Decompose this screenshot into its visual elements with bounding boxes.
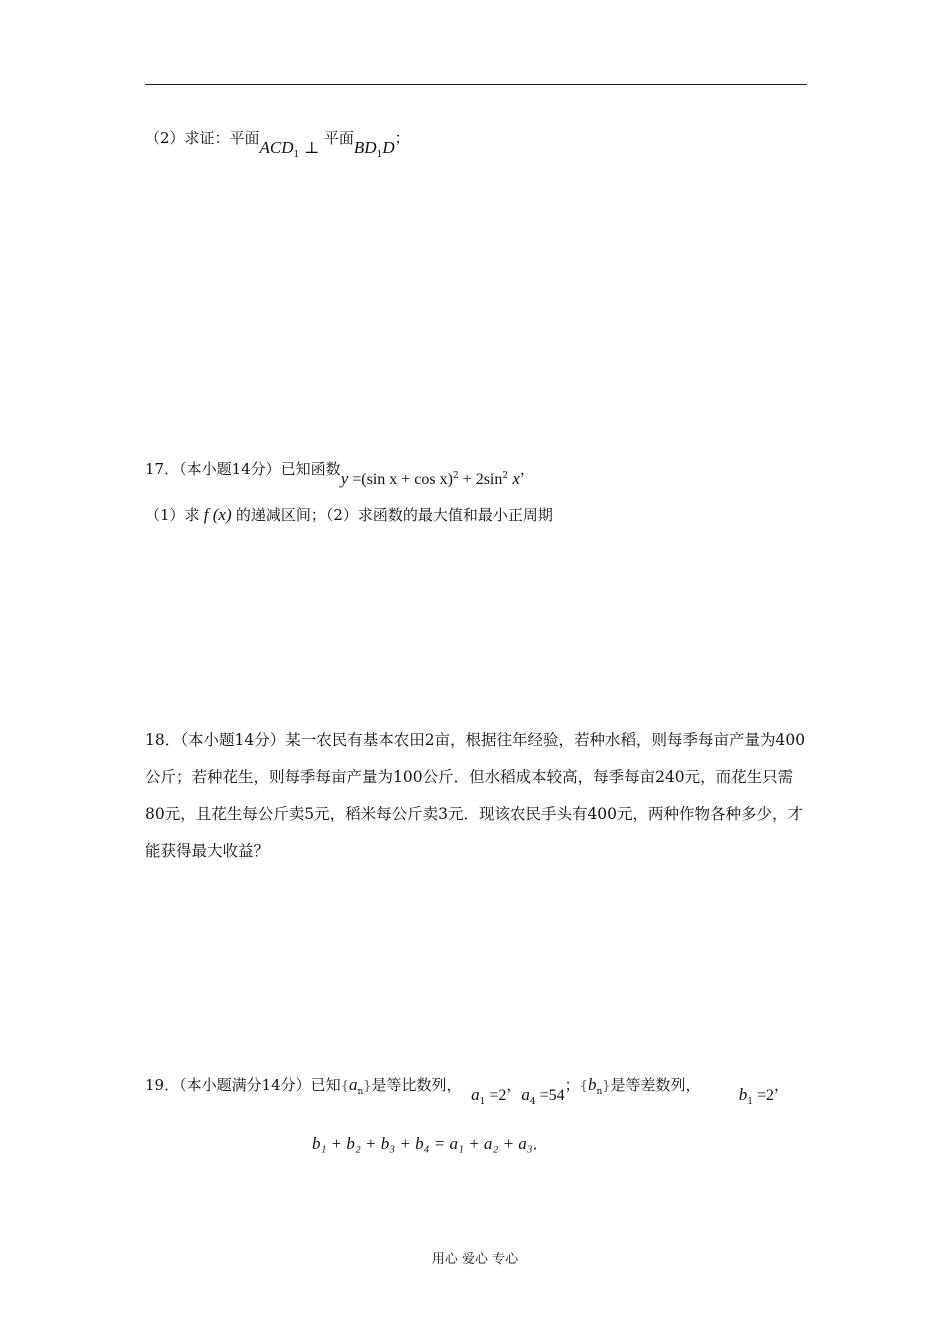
formula-y: y (340, 469, 349, 488)
an-label: a (348, 1075, 358, 1094)
q19-heading (145, 1075, 789, 1107)
a1-label: a (471, 1085, 480, 1104)
formula-exp2: 2 (502, 471, 509, 481)
plane2-a: BD (353, 138, 377, 157)
q19-points: （本小题满分14分）已知 (179, 1076, 341, 1094)
b1-label: b (738, 1085, 748, 1104)
seq-an: $\{a_n\}$ (340, 1075, 372, 1097)
q16-mid: 平面 (323, 129, 354, 147)
q16-part2 (145, 128, 410, 160)
formula-c: + 2sin (458, 471, 503, 488)
b1-sub: 1 (747, 1097, 753, 1107)
q16-prefix: （2）求证：平面 (145, 129, 260, 147)
formula-b: =(sin x + cos x) (348, 471, 453, 488)
bn-label: b (587, 1075, 597, 1094)
plane2-b: D (382, 138, 395, 157)
q17-parts (145, 505, 553, 525)
q19-geo: 是等比数列， (371, 1076, 462, 1094)
q18-text: 18．（本小题14分）某一农民有基本农田2亩，根据往年经验，若种水稻，则每季每亩产量为400公斤；若种花生，则每季每亩产量为100公斤．但水稻成本较高，每季每亩240元，而花生只需80元，且花生每公斤卖5元，稻米每公斤卖3元．现该农民手头有400元，两种作物各种多少，才能获得最大收益？ (145, 731, 806, 860)
q19-semi: ； (564, 1076, 580, 1094)
a4-label: a (521, 1085, 530, 1104)
q17-part1: （1）求 (145, 506, 200, 524)
q16-end: ； (394, 129, 410, 147)
q19-comma1: ， (506, 1076, 522, 1094)
plane-acd1 (259, 138, 320, 160)
plane2-sub: 1 (376, 150, 383, 160)
q19-arith: 是等差数列， (610, 1076, 701, 1094)
q17-number: 17． (145, 460, 180, 478)
q17-heading (145, 456, 535, 488)
formula-d: x (508, 469, 520, 488)
plane1-sub: 1 (293, 150, 300, 160)
q17-comma: ， (519, 460, 535, 478)
perp-symbol: ⊥ (304, 140, 320, 157)
q19-number: 19． (145, 1076, 180, 1094)
b1-eq (738, 1085, 774, 1107)
an-sub: n (357, 1087, 364, 1097)
page-footer: 用心 爱心 专心 (431, 1252, 519, 1267)
bn-sub: n (596, 1087, 603, 1097)
b1-val: =2 (752, 1087, 774, 1104)
a4-val: =54 (535, 1087, 565, 1104)
plane1-label: ACD (259, 138, 294, 157)
a4-eq (521, 1085, 565, 1107)
a1-sub: 1 (479, 1097, 486, 1107)
q17-fx: f (x) (199, 505, 236, 524)
a1-eq (471, 1085, 507, 1107)
header-rule (145, 84, 807, 85)
q17-points: （本小题14分）已知函数 (179, 460, 341, 478)
q19-sum-equation (312, 1133, 548, 1154)
formula-exp: 2 (452, 471, 459, 481)
seq-bn: $\{b_n\}$ (579, 1075, 611, 1097)
q17-part-rest: 的递减区间；（2）求函数的最大值和最小正周期 (235, 506, 553, 524)
q19-comma2: ， (773, 1076, 789, 1094)
a4-sub: 4 (529, 1097, 536, 1107)
sum-eq-text: b₁ + b₂ + b₃ + b₄ = a₁ + a₂ + a₃ (312, 1134, 533, 1153)
plane-bd1d (353, 138, 395, 160)
a1-val: =2 (485, 1087, 507, 1104)
sum-eq-end: ． (532, 1135, 548, 1153)
q17-formula (341, 470, 520, 488)
